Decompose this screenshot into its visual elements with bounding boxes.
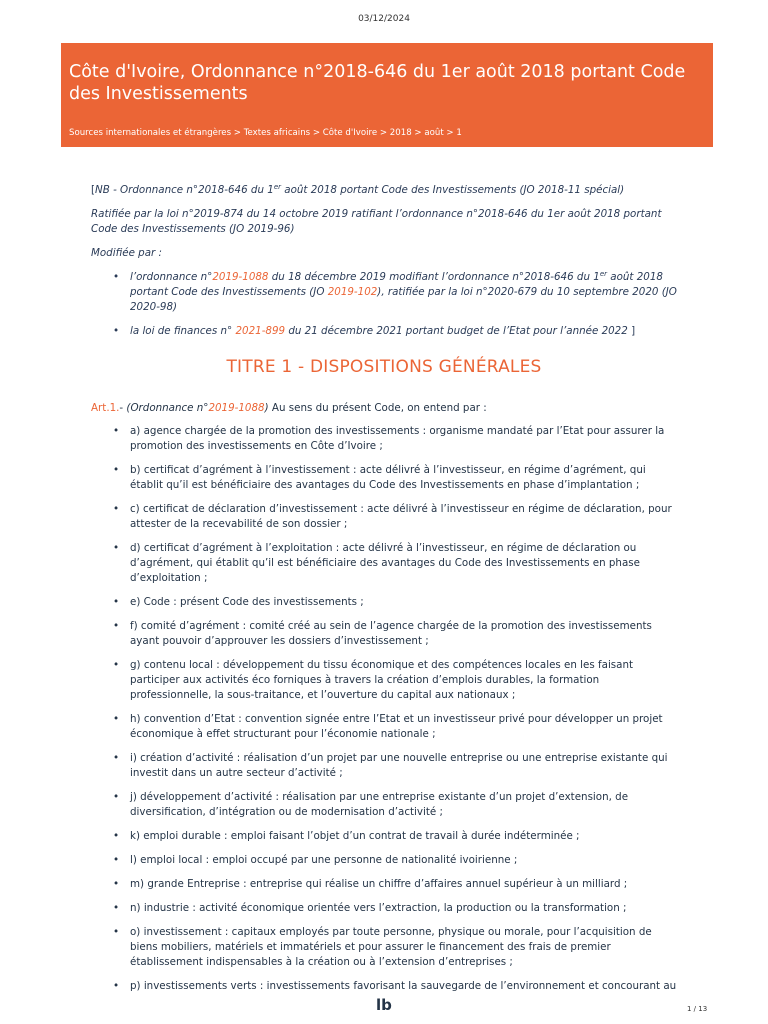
mod-text: du 21 décembre 2021 portant budget de l’Etat pour l’année 2022 bbox=[285, 325, 628, 337]
definition-item bbox=[113, 463, 681, 493]
mod-sup: er bbox=[599, 270, 608, 278]
close-bracket: ] bbox=[627, 325, 636, 337]
definition-item bbox=[113, 712, 681, 742]
definition-item bbox=[113, 751, 681, 781]
definition-item bbox=[113, 901, 681, 916]
link-2019-1088[interactable]: 2019-1088 bbox=[208, 402, 265, 414]
link-2019-102[interactable]: 2019-102 bbox=[327, 286, 378, 298]
ratification-line: Ratifiée par la loi n°2019-874 du 14 octobre 2019 ratifiant l’ordonnance n°2018-646 du 1er août 2018 portant Code des Investissements (JO 2019-96) bbox=[91, 208, 662, 235]
link-2021-899[interactable]: 2021-899 bbox=[235, 325, 286, 337]
bullet-icon: • bbox=[113, 752, 120, 764]
definition-text: d) certificat d’agrément à l’exploitation : acte délivré à l’investisseur, en régime de déclaration ou d’agrément, qui établit qu’il est bénéficiaire des avantages du Code des Investissements en phase d’exploitation ; bbox=[130, 542, 640, 584]
bullet-icon: • bbox=[113, 980, 120, 992]
mod-text: août 2018 portant Code des Investissements (JO bbox=[130, 271, 663, 298]
page-number: 1 / 13 bbox=[687, 1005, 708, 1013]
document-title: Côte d'Ivoire, Ordonnance n°2018-646 du 1er août 2018 portant Code des Investissements bbox=[69, 62, 686, 104]
bullet-icon: • bbox=[113, 878, 120, 890]
article-note-end: ) bbox=[264, 402, 269, 414]
modified-by-label: Modifiée par : bbox=[91, 247, 162, 259]
breadcrumb[interactable]: Sources internationales et étrangères > Textes africains > Côte d'Ivoire > 2018 > août > 1 bbox=[69, 128, 462, 138]
definition-text: k) emploi durable : emploi faisant l’objet d’un contrat de travail à durée indéterminée ; bbox=[130, 830, 580, 842]
definition-item bbox=[113, 595, 681, 610]
bullet-icon: • bbox=[113, 713, 120, 725]
article-number[interactable]: Art.1. bbox=[91, 402, 120, 414]
definition-text: e) Code : présent Code des investissements ; bbox=[130, 596, 364, 608]
definition-item bbox=[113, 877, 681, 892]
definition-text: b) certificat d’agrément à l’investissement : acte délivré à l’investisseur, en régime d’agrément, qui établit qu’il est bénéficiaire des avantages du Code des Investissements en phase d’implantation ; bbox=[130, 464, 646, 491]
mod-text: la loi de finances n° bbox=[130, 325, 236, 337]
bullet-icon: • bbox=[113, 830, 120, 842]
bullet-icon: • bbox=[113, 542, 120, 554]
mod-text: l’ordonnance n° bbox=[130, 271, 213, 283]
definition-text: o) investissement : capitaux employés par toute personne, physique ou morale, pour l’acquisition de biens mobiliers, matériels et immatériels et pour assurer le financement des frais de premier établissement indispensables à la création ou à l’extension d’entreprises ; bbox=[130, 926, 652, 968]
definition-text: h) convention d’Etat : convention signée entre l’Etat et un investisseur privé pour développer un projet économique à effet structurant pour l’économie nationale ; bbox=[130, 713, 663, 740]
definition-text: m) grande Entreprise : entreprise qui réalise un chiffre d’affaires annuel supérieur à un milliard ; bbox=[130, 878, 628, 890]
nb-sup: er bbox=[273, 183, 281, 191]
definition-text: g) contenu local : développement du tissu économique et des compétences locales en les faisant participer aux activités éco forniques à travers la création d’emplois durables, la formation professionnelle, la sous-traitance, et l’ouverture du capital aux nationaux ; bbox=[130, 659, 634, 701]
definition-item bbox=[113, 502, 681, 532]
editorial-note bbox=[91, 183, 681, 348]
definition-item bbox=[113, 658, 681, 703]
bullet-icon: • bbox=[113, 854, 120, 866]
definition-item bbox=[113, 619, 681, 649]
article-heading bbox=[91, 401, 681, 416]
open-bracket: [ bbox=[91, 184, 96, 196]
definition-item bbox=[113, 790, 681, 820]
bullet-icon: • bbox=[113, 596, 120, 608]
definition-text: j) développement d’activité : réalisation par une entreprise existante d’un projet d’extension, de diversification, d’intégration ou de modernisation d’activité ; bbox=[130, 791, 629, 818]
bullet-icon: • bbox=[113, 503, 120, 515]
print-date: 03/12/2024 bbox=[358, 14, 410, 24]
article-intro: Au sens du présent Code, on entend par : bbox=[268, 402, 487, 414]
list-item bbox=[113, 324, 681, 339]
bullet-icon: • bbox=[113, 791, 120, 803]
nb-text: NB - Ordonnance n°2018-646 du 1 bbox=[95, 184, 274, 196]
bullet-icon: • bbox=[113, 659, 120, 671]
definition-text: n) industrie : activité économique orientée vers l’extraction, la production ou la transformation ; bbox=[130, 902, 627, 914]
logo: lb bbox=[376, 996, 392, 1014]
mod-text: du 18 décembre 2019 modifiant l’ordonnance n°2018-646 du 1 bbox=[268, 271, 600, 283]
bullet-icon: • bbox=[113, 926, 120, 938]
article-note: (Ordonnance n° bbox=[126, 402, 209, 414]
definition-text: l) emploi local : emploi occupé par une personne de nationalité ivoirienne ; bbox=[130, 854, 518, 866]
modifications-list bbox=[113, 270, 681, 339]
definition-item bbox=[113, 424, 681, 454]
definition-text: i) création d’activité : réalisation d’un projet par une nouvelle entreprise ou une entreprise existante qui investit dans un autre secteur d’activité ; bbox=[130, 752, 668, 779]
nb-line bbox=[91, 183, 681, 198]
definition-item bbox=[113, 829, 681, 844]
list-item bbox=[113, 270, 681, 315]
definition-item bbox=[113, 541, 681, 586]
definitions-list bbox=[113, 424, 681, 994]
link-2019-1088[interactable]: 2019-1088 bbox=[212, 271, 269, 283]
definition-item bbox=[113, 853, 681, 868]
bullet-icon: • bbox=[113, 271, 120, 283]
bullet-icon: • bbox=[113, 902, 120, 914]
bullet-icon: • bbox=[113, 464, 120, 476]
article-dash: - bbox=[119, 402, 127, 414]
document-header bbox=[61, 43, 713, 147]
definition-text: f) comité d’agrément : comité créé au sein de l’agence chargée de la promotion des investissements ayant pouvoir d’approuver les dossiers d’investissement ; bbox=[130, 620, 652, 647]
definition-item bbox=[113, 979, 681, 994]
nb-text-end: août 2018 portant Code des Investissements (JO 2018-11 spécial) bbox=[281, 184, 625, 196]
definition-item bbox=[113, 925, 681, 970]
mod-text: ), ratifiée par la loi n°2020-679 du 10 septembre 2020 (JO 2020-98) bbox=[130, 286, 677, 313]
bullet-icon: • bbox=[113, 620, 120, 632]
article-1 bbox=[91, 401, 681, 1003]
definition-text: p) investissements verts : investissements favorisant la sauvegarde de l’environnement et concourant au bbox=[130, 980, 677, 992]
definition-text: a) agence chargée de la promotion des investissements : organisme mandaté par l’Etat pour assurer la promotion des investissements en Côte d’Ivoire ; bbox=[130, 425, 665, 452]
section-title: TITRE 1 - DISPOSITIONS GÉNÉRALES bbox=[226, 357, 542, 377]
bullet-icon: • bbox=[113, 325, 120, 337]
definition-text: c) certificat de déclaration d’investissement : acte délivré à l’investisseur en régime de déclaration, pour attester de la recevabilité de son dossier ; bbox=[130, 503, 672, 530]
bullet-icon: • bbox=[113, 425, 120, 437]
